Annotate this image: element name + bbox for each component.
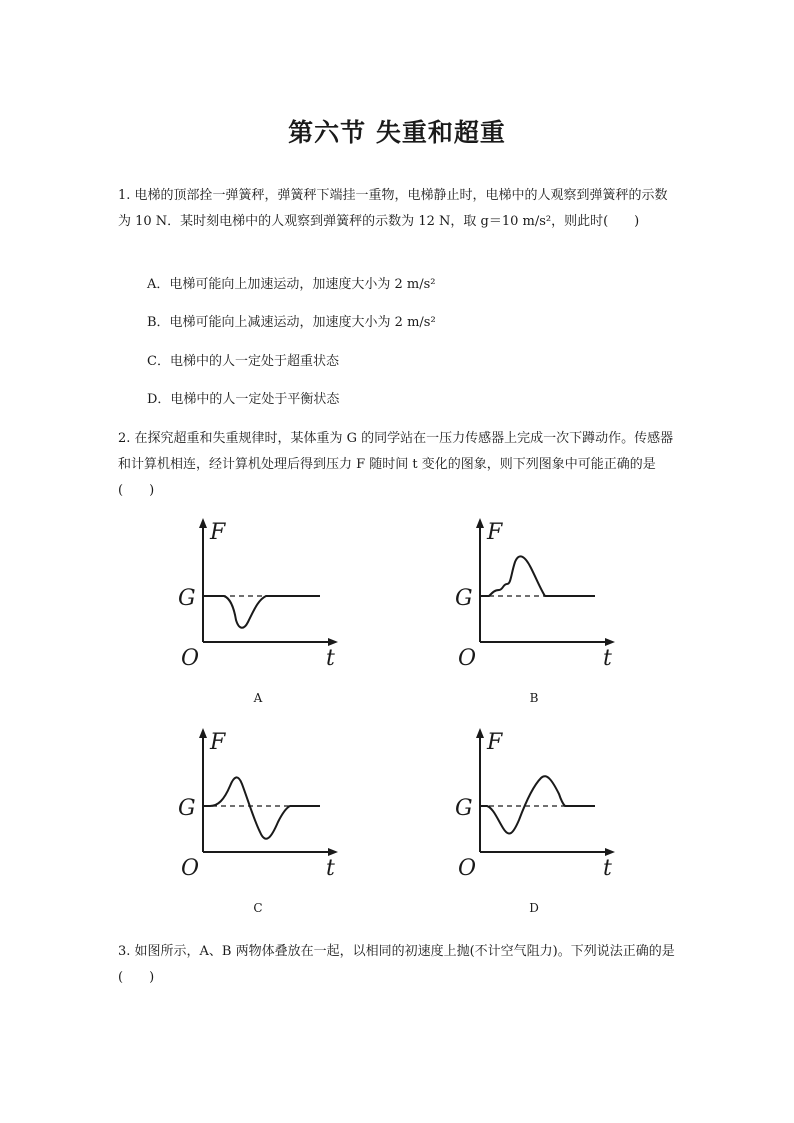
y-axis-arrow	[199, 728, 207, 738]
axis-label-t: t	[326, 856, 335, 881]
question-2-stem: 2. 在探究超重和失重规律时，某体重为 G 的同学站在一压力传感器上完成一次下蹲动作。传感器和计算机相连，经计算机处理后得到压力 F 随时间 t 变化的图象，则下列图象中可能正确的是( )	[118, 431, 674, 498]
question-1-stem: 1. 电梯的顶部拴一弹簧秤，弹簧秤下端挂一重物，电梯静止时，电梯中的人观察到弹簧秤的示数为 10 N．某时刻电梯中的人观察到弹簧秤的示数为 12 N，取 g＝10 m/s²，则此时( )	[118, 188, 668, 229]
q1-option-c: C．电梯中的人一定处于超重状态	[147, 354, 339, 369]
level-label-g: G	[455, 586, 473, 611]
graph-a	[172, 512, 342, 682]
x-axis-arrow	[605, 638, 615, 646]
force-curve	[480, 776, 595, 833]
question-3-stem: 3. 如图所示，A、B 两物体叠放在一起，以相同的初速度上抛(不计空气阻力)。下列说法正确的是( )	[118, 944, 675, 985]
q1-option-b: B．电梯可能向上减速运动，加速度大小为 2 m/s²	[147, 315, 436, 330]
x-axis-arrow	[605, 848, 615, 856]
q1-option-d: D．电梯中的人一定处于平衡状态	[147, 392, 340, 407]
origin-label-o: O	[458, 646, 477, 671]
q1-option-a: A．电梯可能向上加速运动，加速度大小为 2 m/s²	[147, 277, 436, 292]
axis-label-t: t	[603, 646, 612, 671]
axis-label-f: F	[210, 520, 226, 545]
axis-label-t: t	[603, 856, 612, 881]
y-axis-arrow	[476, 518, 484, 528]
force-curve	[203, 596, 320, 628]
x-axis-arrow	[328, 638, 338, 646]
level-label-g: G	[178, 796, 196, 821]
origin-label-o: O	[458, 856, 477, 881]
graph-b	[449, 512, 619, 682]
graph-a-label: A	[253, 691, 263, 705]
page-title: 第六节 失重和超重	[288, 118, 506, 147]
y-axis-arrow	[476, 728, 484, 738]
level-label-g: G	[178, 586, 196, 611]
origin-label-o: O	[181, 646, 200, 671]
graph-d	[449, 722, 619, 892]
axis-label-f: F	[487, 730, 503, 755]
axis-label-f: F	[487, 520, 503, 545]
axis-label-t: t	[326, 646, 335, 671]
graph-d-label: D	[529, 901, 539, 915]
graph-c-label: C	[253, 901, 263, 915]
axis-label-f: F	[210, 730, 226, 755]
level-label-g: G	[455, 796, 473, 821]
graph-c	[172, 722, 342, 892]
x-axis-arrow	[328, 848, 338, 856]
graph-b-label: B	[529, 691, 539, 705]
force-curve	[480, 556, 595, 596]
force-curve	[203, 777, 320, 838]
y-axis-arrow	[199, 518, 207, 528]
origin-label-o: O	[181, 856, 200, 881]
